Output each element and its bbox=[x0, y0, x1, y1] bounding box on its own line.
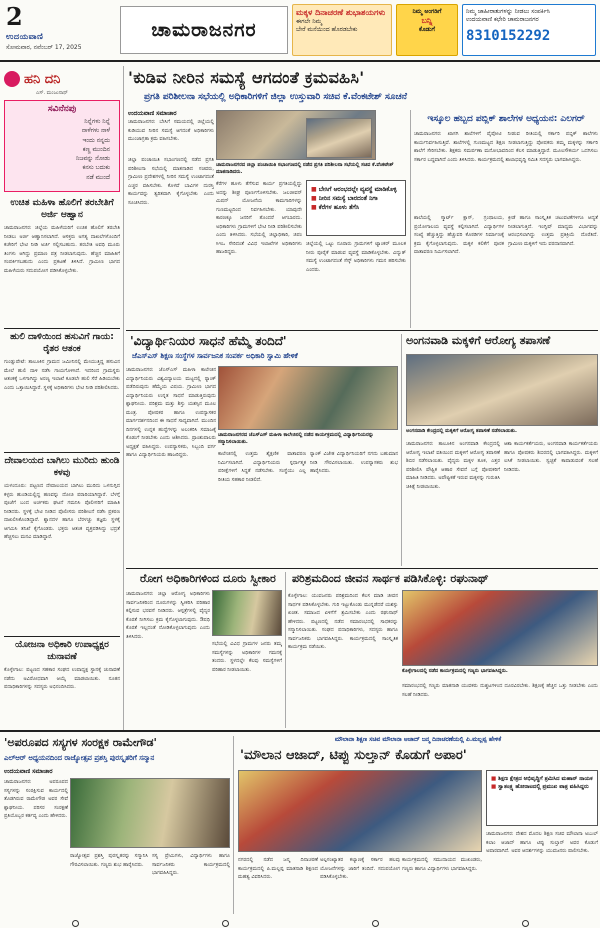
story-headline[interactable]: ಉಚಿತ ಮಹಿಳಾ ಹೊಲಿಗೆ ತರಬೇತಿಗೆ ಅರ್ಜಿ ಆಹ್ವಾನ bbox=[10, 198, 114, 220]
section-rule bbox=[126, 330, 598, 331]
mid-body: ರ್‍ಯಾಂಕ್ ವಿಜೇತ ವಿದ್ಯಾರ್ಥಿನಿಯರಿಗೆ ನಗದು ಬಹುಮಾನ ನೀಡಿ ಗೌರವಿಸಲಾಯಿತು. ಉಪನ್ಯಾಸಕರು ಶುಭ ಹಾರೈಸಿದರು. bbox=[310, 451, 398, 474]
column-divider bbox=[401, 334, 402, 566]
bottom-subheadline: ಎಲ್‌ಆರ್ ಅಧ್ಯಯನದಿಂದ ರಾಜ್ಯೋತ್ಸವ ಪ್ರಶಸ್ತಿ ಪುರಸ್ಕೃತರಿಗೆ ಸನ್ಮಾನ bbox=[4, 754, 155, 762]
column-author: ಎಸ್. ಮಂಜುನಾಥ್ bbox=[36, 90, 68, 96]
page-number: 2 bbox=[6, 2, 23, 31]
highlight-item: ■ ಕೆರೆಗಳ ಹೂಳು ತೆಗೆಸಿ bbox=[311, 203, 401, 212]
mid-headline[interactable]: 'ವಿದ್ಯಾರ್ಥಿನಿಯರ ಸಾಧನೆ ಹೆಮ್ಮೆ ತಂದಿದೆ' bbox=[130, 334, 287, 348]
column-logo bbox=[4, 68, 120, 90]
right-headline[interactable]: ಇಸ್ಕೂಲ ಹಬ್ಬದ ಪಬ್ಲಿಕ್ ಶಾಲೆಗಳ ಅಧ್ಯಯನ: ಎಲಗರ್ bbox=[427, 114, 585, 124]
story-headline[interactable]: ಹುಲಿ ದಾಳಿಯಿಂದ ಹಸುವಿಗೆ ಗಾಯ: ರೈತರ ಆತಂಕ bbox=[10, 332, 114, 354]
bottom-body: ಚಾಮರಾಜನಗರ: ದೇಶದ ಮೊದಲ ಶಿಕ್ಷಣ ಸಚಿವ ಮೌಲಾನಾ ಅಬುಲ್ ಕಲಾಂ ಆಜಾದ್ ಹಾಗೂ ಟಿಪ್ಪು ಸುಲ್ತಾನ್ ಅವರ ಕೊಡುಗೆ ಅಪಾರವಾಗಿದೆ. ಅವರ ಆದರ್ಶಗಳನ್ನು ಯುವಜನರು ಪಾಲಿಸಬೇಕು. bbox=[486, 831, 598, 854]
section-masthead: ಚಾಮರಾಜನಗರ bbox=[120, 6, 288, 54]
highlight-item: ■ ಸ್ವಾತಂತ್ರ್ಯ ಹೋರಾಟದಲ್ಲಿ ಪ್ರಮುಖ ಪಾತ್ರ ವಹಿಸಿದ್ದರು bbox=[491, 783, 593, 791]
story-body: ಚಾಮರಾಜನಗರ: ಜಿಲ್ಲೆಯ ಮಹಿಳೆಯರಿಗೆ ಉಚಿತ ಹೊಲಿಗೆ ತರಬೇತಿ ನೀಡಲು ಅರ್ಜಿ ಆಹ್ವಾನಿಸಲಾಗಿದೆ. ಆಸಕ್ತರು ಅಗತ್ಯ ದಾಖಲೆಗಳೊಂದಿಗೆ ಕಚೇರಿಗೆ ಭೇಟಿ ನೀಡಿ ಅರ್ಜಿ ಸಲ್ಲಿಸಬಹುದು. ತರಬೇತಿ ಅವಧಿ ಮೂರು ತಿಂಗಳು ಆಗಿದ್ದು ಪ್ರಮಾಣ ಪತ್ರ ನೀಡಲಾಗುವುದು. ಹೆಚ್ಚಿನ ಮಾಹಿತಿಗೆ ಸಂಪರ್ಕಿಸಬಹುದು ಎಂದು ಪ್ರಕಟಣೆ ತಿಳಿಸಿದೆ. ಗ್ರಾಮೀಣ ಭಾಗದ ಮಹಿಳೆಯರು ಸದುಪಯೋಗ ಪಡಿಸಿಕೊಳ್ಳಬೇಕು. bbox=[4, 225, 120, 274]
mid-photo[interactable] bbox=[212, 590, 282, 636]
print-registration-marks bbox=[0, 918, 600, 928]
advertisement-1[interactable] bbox=[292, 4, 392, 56]
lead-body: ಚಾಮರಾಜನಗರ: ಬೇಸಿಗೆ ಸಮಯದಲ್ಲಿ ಜಿಲ್ಲೆಯಲ್ಲಿ ಕುಡಿಯುವ ನೀರಿನ ಸಮಸ್ಯೆ ಆಗದಂತೆ ಅಧಿಕಾರಿಗಳು ಮುಂಜಾಗ್ರತಾ ಕ್ರಮ ವಹಿಸಬೇಕು. bbox=[128, 119, 214, 142]
column-divider bbox=[123, 66, 124, 730]
right-body: ಶಾಲೆಯಲ್ಲಿ ಸ್ಮಾರ್ಟ್ ಕ್ಲಾಸ್, ಗ್ರಂಥಾಲಯ, ಪ್ರಯೋಗಾಲಯ ವ್ಯವಸ್ಥೆ ಕಲ್ಪಿಸಲಾಗಿದೆ. ವಿದ್ಯಾರ್ಥಿಗಳ ಸಂಖ್ಯೆ ಹೆಚ್ಚುತ್ತಿದ್ದು ಹೆಚ್ಚುವರಿ ಕೊಠಡಿಗಳ ನಿರ್ಮಾಣಕ್ಕೆ ಕ್ರಮ ಕೈಗೊಳ್ಳಲಾಗುವುದು. ಮಕ್ಕಳ ಕಲಿಕೆಗೆ ಪೂರಕ ವಾತಾವರಣ ನಿರ್ಮಿಸಲಾಗಿದೆ. bbox=[414, 215, 504, 255]
ad1-line: ಈಗಲೇ ನಿಮ್ಮ bbox=[296, 18, 323, 26]
column-divider bbox=[285, 572, 286, 728]
poem-line: ನಾಳೆಗಳು ನಾಳೆ bbox=[81, 127, 110, 135]
column-divider bbox=[233, 736, 234, 914]
poem-box bbox=[4, 100, 120, 192]
story-headline[interactable]: ದೇವಾಲಯದ ಬಾಗಿಲು ಮುರಿದು ಹುಂಡಿ ಕಳವು bbox=[4, 456, 120, 478]
poem-line: ಕನಸು ಬದುಕು bbox=[82, 164, 110, 172]
mid-body: ಕೊಳ್ಳೇಗಾಲ: ಯುವಜನರು ಪರಿಶ್ರಮದಿಂದ ಕೆಲಸ ಮಾಡಿ ಜೀವನ ಸಾರ್ಥಕ ಪಡಿಸಿಕೊಳ್ಳಬೇಕು. ಗುರಿ ಇಟ್ಟುಕೊಂಡು ಮುನ್ನಡೆದರೆ ಯಶಸ್ಸು ಖಚಿತ. ಸಮಾಜದ ಏಳಿಗೆಗೆ ಶ್ರಮಿಸಬೇಕು ಎಂದು ರಘುನಾಥ್ ಹೇಳಿದರು. ಪಟ್ಟಣದಲ್ಲಿ ನಡೆದ ಸಮಾರಂಭದಲ್ಲಿ ಸಾಧಕರನ್ನು ಸನ್ಮಾನಿಸಲಾಯಿತು. ಸಂಘದ ಪದಾಧಿಕಾರಿಗಳು, ಸದಸ್ಯರು ಹಾಗೂ ಸಾರ್ವಜನಿಕರು ಭಾಗವಹಿಸಿದ್ದರು. ಕಾರ್ಯಕ್ರಮದಲ್ಲಿ ಸಾಂಸ್ಕೃತಿಕ ಕಾರ್ಯಕ್ರಮ ನಡೆಯಿತು. bbox=[288, 593, 398, 650]
bottom-photo[interactable] bbox=[238, 770, 482, 852]
highlight-item: ■ ಶಿಕ್ಷಣ ಕ್ಷೇತ್ರದ ಅಭಿವೃದ್ಧಿಗೆ ಶ್ರಮಿಸಿದ ಮಹಾನ್ ನಾಯಕ bbox=[491, 775, 593, 783]
mid-body: ಸಮಾರಂಭದಲ್ಲಿ ಗಣ್ಯರು ಮಾತನಾಡಿ ಯುವಕರು ದುಶ್ಚಟಗಳಿಂದ ದೂರವಿರಬೇಕು. ಶಿಕ್ಷಣಕ್ಕೆ ಹೆಚ್ಚಿನ ಒತ್ತು ನೀಡಬೇಕು ಎಂದು ಸಲಹೆ ನೀಡಿದರು. bbox=[402, 683, 598, 698]
mid-photo[interactable] bbox=[218, 366, 398, 430]
mid-body: ಚಾಮರಾಜನಗರ: ಜಿಲ್ಲಾ ಆರೋಗ್ಯ ಅಧಿಕಾರಿಗಳು ಸಾರ್ವಜನಿಕರಿಂದ ದೂರುಗಳನ್ನು ಸ್ವೀಕರಿಸಿ ಪರಿಹಾರ ಕಲ್ಪಿಸುವ ಭರವಸೆ ನೀಡಿದರು. ಆಸ್ಪತ್ರೆಗಳಲ್ಲಿ ವೈದ್ಯರ ಕೊರತೆ ನೀಗಿಸಲು ಕ್ರಮ ಕೈಗೊಳ್ಳಲಾಗುವುದು. ಔಷಧಿ ಕೊರತೆ ಇಲ್ಲದಂತೆ ನೋಡಿಕೊಳ್ಳಲಾಗುವುದು ಎಂದು ತಿಳಿಸಿದರು. bbox=[126, 591, 210, 640]
story-rule bbox=[4, 328, 120, 329]
lead-photo-caption: ಚಾಮರಾಜನಗರದ ಜಿಲ್ಲಾ ಪಂಚಾಯಿತಿ ಸಭಾಂಗಣದಲ್ಲಿ ನಡೆದ ಪ್ರಗತಿ ಪರಿಶೀಲನಾ ಸಭೆಯಲ್ಲಿ ಸಚಿವ ಕೆ.ವೆಂಕಟೇಶ್ ಮಾತನಾಡಿದರು. bbox=[216, 162, 394, 175]
lead-highlights bbox=[306, 180, 406, 236]
mid-subheadline: ಜೆಎಸ್ಎಸ್ ಶಿಕ್ಷಣ ಸಂಸ್ಥೆಗಳ ಸಾರ್ವಜನಿಕ ಸಂಪರ್ಕ ಅಧಿಕಾರಿ ಸ್ವಾಮಿ ಹೇಳಿಕೆ bbox=[132, 352, 298, 360]
ad2-line: ನಿಮ್ಮ ಅಂಗಡಿಗೆ bbox=[412, 8, 442, 15]
bottom-body: ಕಾರ್ಯಕ್ರಮದಲ್ಲಿ ಸಮುದಾಯದ ಮುಖಂಡರು, ಗಣ್ಯರು ಹಾಗೂ ವಿದ್ಯಾರ್ಥಿಗಳು ಭಾಗವಹಿಸಿದ್ದರು. bbox=[402, 857, 482, 872]
logo-drop-icon bbox=[4, 71, 20, 87]
ad3-line: ಉದಯವಾಣಿ ಕಛೇರಿ ಚಾಮರಾಜನಗರ bbox=[466, 15, 539, 23]
header-rule bbox=[0, 60, 600, 62]
story-body: ಗುಂಡ್ಲುಪೇಟೆ: ತಾಲೂಕಿನ ಗ್ರಾಮದ ಜಮೀನಿನಲ್ಲಿ ಮೇಯುತ್ತಿದ್ದ ಹಸುವಿನ ಮೇಲೆ ಹುಲಿ ದಾಳಿ ನಡೆಸಿ ಗಾಯಗೊಳಿಸಿದೆ. ಇದರಿಂದ ಗ್ರಾಮಸ್ಥರು ಆತಂಕಕ್ಕೆ ಒಳಗಾಗಿದ್ದು ಅರಣ್ಯ ಇಲಾಖೆ ಕೂಡಲೇ ಹುಲಿ ಸೆರೆ ಹಿಡಿಯಬೇಕು ಎಂದು ಒತ್ತಾಯಿಸಿದ್ದಾರೆ. ಸ್ಥಳಕ್ಕೆ ಅಧಿಕಾರಿಗಳು ಭೇಟಿ ನೀಡಿ ಪರಿಶೀಲಿಸಿದರು. bbox=[4, 359, 120, 391]
mid-headline[interactable]: ಪರಿಶ್ರಮದಿಂದ ಜೀವನ ಸಾರ್ಥಕ ಪಡಿಸಿಕೊಳ್ಳಿ: ರಘುನಾಥ್ bbox=[292, 572, 489, 585]
registration-mark-icon bbox=[72, 920, 79, 927]
ad1-line: ಮಕ್ಕಳ ದಿನಾಚರಣೆ ಶುಭಾಶಯಗಳು bbox=[296, 8, 386, 17]
bottom-photo[interactable] bbox=[70, 778, 230, 848]
advertisement-2[interactable] bbox=[396, 4, 458, 56]
right-body: ಚಾಮರಾಜನಗರ: ಖಾಸಗಿ ಶಾಲೆಗಳಿಗೆ ಪೈಪೋಟಿ ನೀಡುವ ರೀತಿಯಲ್ಲಿ ಸರ್ಕಾರಿ ಪಬ್ಲಿಕ್ ಶಾಲೆಗಳು ಕಾರ್ಯನಿರ್ವಹಿಸುತ್ತಿವೆ. ಶಾಲೆಗಳಲ್ಲಿ ಗುಣಮಟ್ಟದ ಶಿಕ್ಷಣ ನೀಡಲಾಗುತ್ತಿದ್ದು ಪೋಷಕರು ತಮ್ಮ ಮಕ್ಕಳನ್ನು ಸರ್ಕಾರಿ ಶಾಲೆಗೆ ಸೇರಿಸಬೇಕು. ಶಿಕ್ಷಕರು ಸಮರ್ಪಣಾ ಮನೋಭಾವದಿಂದ ಕೆಲಸ ಮಾಡುತ್ತಿದ್ದಾರೆ. ಮೂಲಸೌಕರ್ಯ ಒದಗಿಸಲು ಸರ್ಕಾರ ಬದ್ಧವಾಗಿದೆ ಎಂದು ತಿಳಿಸಿದರು. ಕಾರ್ಯಕ್ರಮದಲ್ಲಿ ಶಾಲಾಭಿವೃದ್ಧಿ ಸಮಿತಿ ಸದಸ್ಯರು ಭಾಗವಹಿಸಿದ್ದರು. bbox=[414, 131, 598, 163]
mid-photo[interactable] bbox=[402, 590, 598, 666]
story-rule bbox=[4, 636, 120, 637]
lead-body: ಜಿಲ್ಲಾ ಪಂಚಾಯಿತಿ ಸಭಾಂಗಣದಲ್ಲಿ ನಡೆದ ಪ್ರಗತಿ ಪರಿಶೀಲನಾ ಸಭೆಯಲ್ಲಿ ಮಾತನಾಡಿದ ಸಚಿವರು, ಗ್ರಾಮೀಣ ಪ್ರದೇಶಗಳಲ್ಲಿ ನೀರಿನ ಸಮಸ್ಯೆ ಉಂಟಾಗದಂತೆ ಎಚ್ಚರ ವಹಿಸಬೇಕು. ಕೊಳವೆ ಬಾವಿಗಳ ದುರಸ್ತಿ ಕಾರ್ಯವನ್ನು ತ್ವರಿತವಾಗಿ ಕೈಗೊಳ್ಳಬೇಕು ಎಂದು ಸೂಚಿಸಿದರು. bbox=[128, 157, 214, 206]
story-rule bbox=[4, 452, 120, 453]
bottom-kicker: ಮೌಲಾನಾ ಶಿಕ್ಷಣ ಸಚಿವ ಮೌಲಾನಾ ಆಜಾದ್ ಜನ್ಮ ದಿನಾಚರಣೆಯಲ್ಲಿ ಪಿ.ಮಲ್ಲಪ್ಪ ಹೇಳಿಕೆ bbox=[334, 736, 502, 743]
story-body: ಯಳಂದೂರು: ಪಟ್ಟಣದ ದೇವಾಲಯದ ಬಾಗಿಲು ಮುರಿದು ಒಳನುಗ್ಗಿದ ಕಳ್ಳರು ಹುಂಡಿಯಲ್ಲಿದ್ದ ಹಣವನ್ನು ದೋಚಿ ಪರಾರಿಯಾಗಿದ್ದಾರೆ. ಬೆಳಗ್ಗೆ ಪೂಜೆಗೆ ಬಂದ ಅರ್ಚಕರು ಘಟನೆ ಗಮನಿಸಿ ಪೊಲೀಸರಿಗೆ ಮಾಹಿತಿ ನೀಡಿದರು. ಸ್ಥಳಕ್ಕೆ ಭೇಟಿ ನೀಡಿದ ಪೊಲೀಸರು ಪರಿಶೀಲನೆ ನಡೆಸಿ ಪ್ರಕರಣ ದಾಖಲಿಸಿಕೊಂಡಿದ್ದಾರೆ. ಶ್ವಾನದಳ ಹಾಗೂ ಬೆರಳಚ್ಚು ತಜ್ಞರು ಸ್ಥಳಕ್ಕೆ ಆಗಮಿಸಿ ತನಿಖೆ ಕೈಗೊಂಡರು. ಭಕ್ತರು ಆತಂಕ ವ್ಯಕ್ತಪಡಿಸಿದ್ದು ಭದ್ರತೆ ಹೆಚ್ಚಿಸಲು ಮನವಿ ಮಾಡಿದ್ದಾರೆ. bbox=[4, 483, 120, 540]
mid-body: ಚಾಮರಾಜನಗರ: ತಾಲೂಕಿನ ಅಂಗನವಾಡಿ ಕೇಂದ್ರದಲ್ಲಿ ಆರೋಗ್ಯ ಇಲಾಖೆ ವತಿಯಿಂದ ಮಕ್ಕಳಿಗೆ ಆರೋಗ್ಯ ತಪಾಸಣೆ ಶಿಬಿರ ನಡೆಸಲಾಯಿತು. ವೈದ್ಯರು ಮಕ್ಕಳ ತೂಕ, ಎತ್ತರ ಪರಿಶೀಲಿಸಿ ಪೌಷ್ಟಿಕ ಆಹಾರ ಸೇವನೆ ಬಗ್ಗೆ ಪೋಷಕರಿಗೆ ಮಾಹಿತಿ ನೀಡಿದರು. ಅಪೌಷ್ಟಿಕತೆ ಇರುವ ಮಕ್ಕಳನ್ನು ಗುರುತಿಸಿ ಚಿಕಿತ್ಸೆ ನೀಡಲಾಯಿತು. bbox=[406, 441, 500, 490]
registration-mark-icon bbox=[222, 920, 229, 927]
mid-photo-caption: ಚಾಮರಾಜನಗರದ ಜೆಎಸ್ಎಸ್ ಮಹಿಳಾ ಕಾಲೇಜಿನಲ್ಲಿ ನಡೆದ ಕಾರ್ಯಕ್ರಮದಲ್ಲಿ ವಿದ್ಯಾರ್ಥಿನಿಯರನ್ನು ಸನ್ಮಾನಿಸಲಾಯಿತು. bbox=[218, 432, 374, 445]
mid-headline[interactable]: ರೋಗ ಅಧಿಕಾರಿಗಳಿಂದ ದೂರು ಸ್ವೀಕಾರ bbox=[140, 572, 276, 585]
bottom-body: ಚಾಮರಾಜನಗರ: ಅಪರೂಪದ ಸಸ್ಯಗಳನ್ನು ಸಂರಕ್ಷಿಸುವ ಕಾರ್ಯದಲ್ಲಿ ತೊಡಗಿರುವ ರಾಮೇಗೌಡ ಅವರ ಸೇವೆ ಶ್ಲಾಘನೀಯ. ಪರಿಸರ ಸಂರಕ್ಷಣೆ ಪ್ರತಿಯೊಬ್ಬರ ಕರ್ತವ್ಯ ಎಂದು ಹೇಳಿದರು. bbox=[4, 779, 68, 819]
newspaper-brand: ಉದಯವಾಣಿ bbox=[6, 32, 44, 41]
registration-mark-icon bbox=[372, 920, 379, 927]
ad1-line: ಬೇರೆ ಮನೆಯಿಂದ ಹೊರಡಬೇಕು bbox=[296, 26, 358, 34]
lead-text-col bbox=[128, 110, 214, 158]
story-body: ಕೊಳ್ಳೇಗಾಲ: ಪಟ್ಟಣದ ಸಹಕಾರ ಸಂಘದ ಉಪಾಧ್ಯಕ್ಷ ಸ್ಥಾನಕ್ಕೆ ಚುನಾವಣೆ ನಡೆದು ಅವಿರೋಧವಾಗಿ ಆಯ್ಕೆ ಮಾಡಲಾಯಿತು. ನೂತನ ಪದಾಧಿಕಾರಿಗಳನ್ನು ಸದಸ್ಯರು ಅಭಿನಂದಿಸಿದರು. bbox=[4, 667, 120, 690]
bottom-headline[interactable]: 'ಮೌಲಾನ ಆಜಾದ್, ಟಿಪ್ಪು ಸುಲ್ತಾನ್ ಕೊಡುಗೆ ಅಪಾರ' bbox=[240, 748, 467, 763]
bottom-byline: ಉದಯವಾಣಿ ಸಮಾಚಾರ bbox=[4, 768, 53, 775]
ad2-line: ಬನ್ನಿ bbox=[421, 15, 433, 25]
right-body: ಕ್ರೀಡೆ ಹಾಗೂ ಸಾಂಸ್ಕೃತಿಕ ಚಟುವಟಿಕೆಗಳಿಗೂ ಆದ್ಯತೆ ನೀಡಲಾಗುತ್ತಿದೆ. ಇಂಗ್ಲಿಷ್ ಮಾಧ್ಯಮ ವಿಭಾಗವನ್ನು ಆರಂಭಿಸಲಾಗಿದ್ದು ಉತ್ತಮ ಪ್ರತಿಕ್ರಿಯೆ ದೊರೆತಿದೆ. ಗ್ರಾಮೀಣ ಮಕ್ಕಳಿಗೆ ಇದು ವರದಾನವಾಗಿದೆ. bbox=[508, 215, 598, 247]
lead-body: ಜಿಲ್ಲೆಯಲ್ಲಿ ಒಟ್ಟು ನೂರಾರು ಗ್ರಾಮಗಳಿಗೆ ಟ್ಯಾಂಕರ್ ಮೂಲಕ ನೀರು ಪೂರೈಕೆ ಮಾಡುವ ವ್ಯವಸ್ಥೆ ಮಾಡಿಕೊಳ್ಳಬೇಕು. ವಿದ್ಯುತ್ ಸಮಸ್ಯೆ ಉಂಟಾಗದಂತೆ ಸೆಸ್ಕ್ ಅಧಿಕಾರಿಗಳು ಗಮನ ಹರಿಸಬೇಕು ಎಂದರು. bbox=[306, 241, 406, 273]
poem-line: ಇಂದು ನನ್ನದು bbox=[82, 136, 110, 144]
section-rule bbox=[126, 568, 598, 569]
poem-line: ನಿಜವನ್ನು ನೋಡು bbox=[75, 155, 110, 163]
bottom-body: ರಾಜ್ಯೋತ್ಸವ ಪ್ರಶಸ್ತಿ ಪುರಸ್ಕೃತರನ್ನು ಸನ್ಮಾನಿಸಿ ಗೌರವಿಸಲಾಯಿತು. ಗಣ್ಯರು ಶುಭ ಹಾರೈಸಿದರು. bbox=[70, 853, 148, 868]
highlight-item: ■ ನೀರಿನ ಸಮಸ್ಯೆ ಬಾರದಂತೆ ನಿಗಾ bbox=[311, 194, 401, 203]
bottom-body: ಅಲ್ಪಸಂಖ್ಯಾತರ ಕಲ್ಯಾಣಕ್ಕೆ ಸರ್ಕಾರ ಹಲವು ಯೋಜನೆಗಳನ್ನು ಜಾರಿಗೆ ತಂದಿದೆ. ಸದುಪಯೋಗ ಪಡಿಸಿಕೊಳ್ಳಬೇಕು. bbox=[320, 857, 400, 880]
mid-headline[interactable]: ಅಂಗನವಾಡಿ ಮಕ್ಕಳಿಗೆ ಆರೋಗ್ಯ ತಪಾಸಣೆ bbox=[406, 334, 551, 347]
bottom-body: ನಗರದಲ್ಲಿ ನಡೆದ ಜನ್ಮ ದಿನಾಚರಣೆ ಕಾರ್ಯಕ್ರಮದಲ್ಲಿ ಪಿ.ಮಲ್ಲಪ್ಪ ಮಾತನಾಡಿ ಶಿಕ್ಷಣದ ಮಹತ್ವ ವಿವರಿಸಿದರು. bbox=[238, 857, 318, 880]
registration-mark-icon bbox=[522, 920, 529, 927]
section-rule bbox=[0, 730, 600, 732]
ad2-line: ಕೊಡುಗೆ bbox=[419, 26, 435, 34]
mid-body: ಚಾಮರಾಜನಗರ: ಜೆಎಸ್ಎಸ್ ಮಹಿಳಾ ಕಾಲೇಜಿನ ವಿದ್ಯಾರ್ಥಿನಿಯರು ವಿಶ್ವವಿದ್ಯಾಲಯ ಮಟ್ಟದಲ್ಲಿ ರ್‍ಯಾಂಕ್ ಪಡೆದಿರುವುದು ಹೆಮ್ಮೆಯ ವಿಷಯ. ಗ್ರಾಮೀಣ ಭಾಗದ ವಿದ್ಯಾರ್ಥಿನಿಯರು ಉನ್ನತ ಸಾಧನೆ ಮಾಡುತ್ತಿರುವುದು ಶ್ಲಾಘನೀಯ. ಪರಿಶ್ರಮ ಮತ್ತು ಶಿಸ್ತು ಯಶಸ್ಸಿನ ಮೂಲ ಮಂತ್ರ. ಪೋಷಕರ ಹಾಗೂ ಉಪನ್ಯಾಸಕರ ಮಾರ್ಗದರ್ಶನದಿಂದ ಈ ಸಾಧನೆ ಸಾಧ್ಯವಾಗಿದೆ. ಮುಂದಿನ ದಿನಗಳಲ್ಲಿ ಉನ್ನತ ಹುದ್ದೆಗಳನ್ನು ಅಲಂಕರಿಸಿ ಸಮಾಜಕ್ಕೆ ಕೊಡುಗೆ ನೀಡಬೇಕು ಎಂದು ಆಶಿಸಿದರು. ಪ್ರಾಂಶುಪಾಲರು ಅಧ್ಯಕ್ಷತೆ ವಹಿಸಿದ್ದರು. ಉಪನ್ಯಾಸಕರು, ಸಿಬ್ಬಂದಿ ವರ್ಗ ಹಾಗೂ ವಿದ್ಯಾರ್ಥಿನಿಯರು ಹಾಜರಿದ್ದರು. bbox=[126, 367, 216, 458]
column-logo-text: ಹನಿ ದನಿ bbox=[24, 71, 61, 87]
lead-photo-inset[interactable] bbox=[306, 118, 372, 158]
lead-headline[interactable]: 'ಕುಡಿವ ನೀರಿನ ಸಮಸ್ಯೆ ಆಗದಂತೆ ಕ್ರಮವಹಿಸಿ' bbox=[128, 68, 365, 87]
lead-subheadline: ಪ್ರಗತಿ ಪರಿಶೀಲನಾ ಸಭೆಯಲ್ಲಿ ಅಧಿಕಾರಿಗಳಿಗೆ ಜಿಲ್ಲಾ ಉಸ್ತುವಾರಿ ಸಚಿವ ಕೆ.ವೆಂಕಟೇಶ್ ಸೂಚನೆ bbox=[144, 92, 408, 102]
mid-body: ಕಾಲೇಜಿನಲ್ಲಿ ಉತ್ತಮ ಶೈಕ್ಷಣಿಕ ವಾತಾವರಣ ನಿರ್ಮಿಸಲಾಗಿದೆ. ವಿದ್ಯಾರ್ಥಿನಿಯರು ಸ್ಪರ್ಧಾತ್ಮಕ ಪರೀಕ್ಷೆಗಳಿಗೆ ಸಿದ್ಧತೆ ನಡೆಸಬೇಕು. ಸಂಸ್ಥೆಯು ಎಲ್ಲ ರೀತಿಯ ಸಹಕಾರ ನೀಡಲಿದೆ. bbox=[218, 451, 306, 483]
mid-photo-caption: ಅಂಗನವಾಡಿ ಕೇಂದ್ರದಲ್ಲಿ ಮಕ್ಕಳಿಗೆ ಆರೋಗ್ಯ ತಪಾಸಣೆ ನಡೆಸಲಾಯಿತು. bbox=[406, 428, 517, 434]
mid-photo[interactable] bbox=[406, 354, 598, 426]
poem-line: ನಿನ್ನೆಗಳು ನಿನ್ನೆ bbox=[84, 118, 110, 125]
mid-photo-caption: ಕೊಳ್ಳೇಗಾಲದಲ್ಲಿ ನಡೆದ ಕಾರ್ಯಕ್ರಮದಲ್ಲಿ ಗಣ್ಯರು ಭಾಗವಹಿಸಿದ್ದರು. bbox=[402, 668, 508, 674]
mid-body: ಆಶಾ ಕಾರ್ಯಕರ್ತೆಯರು, ಅಂಗನವಾಡಿ ಕಾರ್ಯಕರ್ತೆಯರು ಹಾಗೂ ಪೋಷಕರು ಶಿಬಿರದಲ್ಲಿ ಭಾಗವಹಿಸಿದ್ದರು. ಮಕ್ಕಳಿಗೆ ಲಸಿಕೆ ನೀಡಲಾಯಿತು. ಸ್ವಚ್ಛತೆ ಕಾಪಾಡುವಂತೆ ಸಲಹೆ ನೀಡಿದರು. bbox=[504, 441, 598, 473]
poem-line: ಕಣ್ಣ ಮುಂದಿನ bbox=[82, 145, 110, 153]
highlight-item: ■ ಬೇಸಿಗೆ ಆರಂಭದಲ್ಲೇ ವ್ಯವಸ್ಥೆ ಮಾಡಿಕೊಳ್ಳಿ bbox=[311, 185, 401, 194]
advertisement-3[interactable] bbox=[462, 4, 596, 56]
issue-date: ಸೋಮವಾರ, ನವೆಂಬರ್ 17, 2025 bbox=[6, 44, 82, 51]
bottom-headline[interactable]: 'ಅಪರೂಪದ ಸಸ್ಯಗಳ ಸಂರಕ್ಷಕ ರಾಮೇಗೌಡ' bbox=[4, 736, 157, 749]
lead-byline: ಉದಯವಾಣಿ ಸಮಾಚಾರ bbox=[128, 110, 177, 117]
ad-phone-number[interactable]: 8310152292 bbox=[466, 27, 551, 44]
bottom-highlights bbox=[486, 770, 598, 826]
ad3-line: ನಿಮ್ಮ ಜಾಹೀರಾತುಗಳನ್ನು ನೀಡಲು ಸಂಪರ್ಕಿಸಿ bbox=[466, 8, 550, 15]
lead-body: ಕೆರೆಗಳ ಹೂಳು ತೆಗೆಸುವ ಕಾರ್ಯ ಪ್ರಗತಿಯಲ್ಲಿದ್ದು ಅದನ್ನು ಶೀಘ್ರ ಪೂರ್ಣಗೊಳಿಸಬೇಕು. ಜಲಜೀವನ್ ಮಿಷನ್ ಯೋಜನೆಯ ಕಾಮಗಾರಿಗಳನ್ನು ಗುಣಮಟ್ಟದಿಂದ ನಿರ್ವಹಿಸಬೇಕು. ಯಾವುದೇ ಕಾರಣಕ್ಕೂ ಜನರಿಗೆ ತೊಂದರೆ ಆಗಬಾರದು. ಅಧಿಕಾರಿಗಳು ಗ್ರಾಮಗಳಿಗೆ ಭೇಟಿ ನೀಡಿ ಪರಿಶೀಲಿಸಬೇಕು ಎಂದು ತಿಳಿಸಿದರು. ಸಭೆಯಲ್ಲಿ ಜಿಲ್ಲಾಧಿಕಾರಿ, ಜಿಪಂ ಸಿಇಒ ಸೇರಿದಂತೆ ವಿವಿಧ ಇಲಾಖೆಗಳ ಅಧಿಕಾರಿಗಳು ಹಾಜರಿದ್ದರು. bbox=[216, 181, 302, 255]
poem-line: ನಡೆ ಮುಂದೆ bbox=[86, 173, 110, 181]
mid-body: ಸಭೆಯಲ್ಲಿ ವಿವಿಧ ಗ್ರಾಮಗಳ ಜನರು ತಮ್ಮ ಸಮಸ್ಯೆಗಳನ್ನು ಅಧಿಕಾರಿಗಳ ಗಮನಕ್ಕೆ ತಂದರು. ಸ್ಥಳದಲ್ಲೇ ಕೆಲವು ಸಮಸ್ಯೆಗಳಿಗೆ ಪರಿಹಾರ ನೀಡಲಾಯಿತು. bbox=[212, 641, 282, 673]
column-divider bbox=[410, 110, 411, 328]
bottom-body: ಸಸ್ಯ ಪ್ರೇಮಿಗಳು, ವಿದ್ಯಾರ್ಥಿಗಳು ಹಾಗೂ ಸಾರ್ವಜನಿಕರು ಕಾರ್ಯಕ್ರಮದಲ್ಲಿ ಭಾಗವಹಿಸಿದ್ದರು. bbox=[152, 853, 230, 876]
story-headline[interactable]: ಯೋಜನಾ ಅಧಿಕಾರಿ ಉಪಾಧ್ಯಕ್ಷರ ಚುನಾವಣೆ bbox=[15, 640, 109, 662]
poem-title: ಸವಿನೆನಪು bbox=[47, 104, 77, 114]
